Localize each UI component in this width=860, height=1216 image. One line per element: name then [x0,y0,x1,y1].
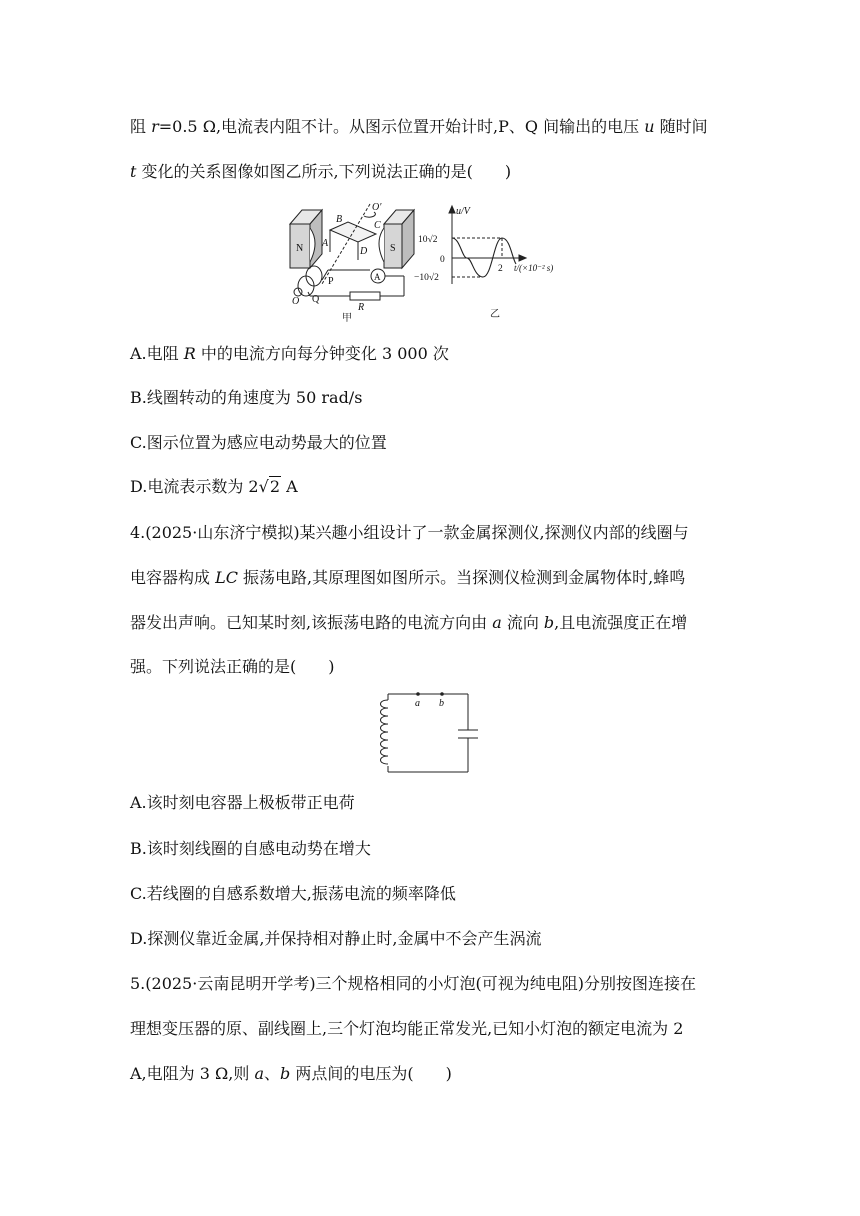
figure-yi-caption: 乙 [490,309,500,320]
figure-jia-caption: 甲 [342,313,352,324]
q5-line3: A,电阻为 3 Ω,则 a、b 两点间的电压为( ) [130,1064,452,1083]
q3-option-d: D.电流表示数为 2√2 A [130,477,298,496]
coil-d-label: D [360,246,368,257]
q3-stem-line2: t 变化的关系图像如图乙所示,下列说法正确的是( ) [130,162,512,181]
y-tick-positive: 10√2 [418,235,438,245]
point-a-label: a [415,698,420,709]
q4-option-d: D.探测仪靠近金属,并保持相对静止时,金属中不会产生涡流 [130,929,542,948]
magnet-s-label: S [390,243,396,254]
magnet-n-label: N [296,243,304,254]
x-axis-label: t/(×10⁻² s) [514,263,554,273]
axis-o-prime-label: O′ [372,202,382,213]
q3-option-b: B.线圈转动的角速度为 50 rad/s [130,388,363,407]
q4-line1: 4.(2025·山东济宁模拟)某兴趣小组设计了一款金属探测仪,探测仪内部的线圈与 [130,523,689,542]
q3-option-a: A.电阻 R 中的电流方向每分钟变化 3 000 次 [130,344,449,363]
q4-line4: 强。下列说法正确的是( ) [130,657,335,676]
ammeter-label: A [374,272,381,282]
figure-lc-circuit [372,686,484,778]
point-b-label: b [439,698,444,709]
q4-line2: 电容器构成 LC 振荡电路,其原理图如图所示。当探测仪检测到金属物体时,蜂鸣 [130,568,686,587]
resistor-r-label: R [358,302,365,313]
q4-option-b: B.该时刻线圈的自感电动势在增大 [130,839,371,858]
x-tick-2: 2 [498,264,503,274]
q5-line1: 5.(2025·云南昆明开学考)三个规格相同的小灯泡(可视为纯电阻)分别按图连接在 [130,974,697,993]
axis-o-label: O [292,296,300,307]
q4-option-c: C.若线圈的自感系数增大,振荡电流的频率降低 [130,884,456,903]
coil-a-label: A [322,238,329,249]
y-axis-label: u/V [456,206,470,217]
q3-option-c: C.图示位置为感应电动势最大的位置 [130,433,387,452]
coil-b-label: B [336,214,343,225]
y-tick-zero: 0 [440,255,445,265]
terminal-p-label: P [328,276,334,287]
figure-voltage-graph [412,200,572,324]
q5-line2: 理想变压器的原、副线圈上,三个灯泡均能正常发光,已知小灯泡的额定电流为 2 [130,1019,684,1038]
figure-generator [284,200,416,324]
q3-stem-line1: 阻 r=0.5 Ω,电流表内阻不计。从图示位置开始计时,P、Q 间输出的电压 u 随时间 [130,117,708,136]
coil-c-label: C [374,220,381,231]
q4-option-a: A.该时刻电容器上极板带正电荷 [130,793,355,812]
terminal-q-label: Q [312,294,320,305]
y-tick-negative: −10√2 [414,273,439,283]
q4-line3: 器发出声响。已知某时刻,该振荡电路的电流方向由 a 流向 b,且电流强度正在增 [130,613,688,632]
